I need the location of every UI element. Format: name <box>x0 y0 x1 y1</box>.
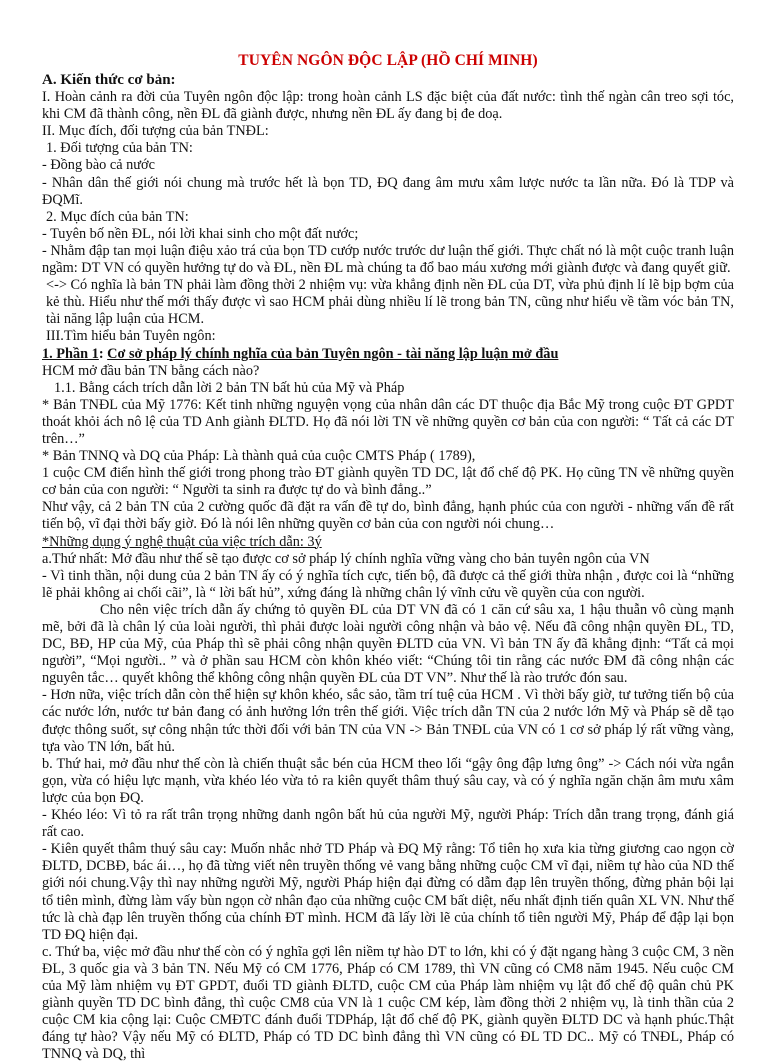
paragraph: * Bản TNĐL của Mỹ 1776: Kết tinh những nguyện vọng của nhân dân các DT thuộc địa Bắc Mỹ trong cuộc ĐT GPDT thoát khỏi ách nô lệ của TD Anh giành ĐLTD. Họ đã nói lời TN về những quyền cơ bản của con người: “ Tất cả các DT trên…” <box>42 396 734 447</box>
paragraph: b. Thứ hai, mở đầu như thế còn là chiến thuật sắc bén của HCM theo lối “gậy ông đập lưng ông” -> Cách nói vừa ngắn gọn, vừa có hiệu lực mạnh, vừa khéo léo vừa tỏ ra kiên quyết thâm thuý sâu cay, và có ý nghĩa ngăn chặn âm mưu xâm lược của bọn ĐQ. <box>42 755 734 806</box>
subheading: 2. Mục đích của bản TN: <box>46 208 189 225</box>
paragraph: Như vậy, cả 2 bản TN của 2 cường quốc đã đặt ra vấn đề tự do, bình đẳng, hạnh phúc của con người - những vấn đề rất tiến bộ, vĩ đại thời bấy giờ. Đó là nói lên những quyền cơ bản của con người nói chung… <box>42 499 734 533</box>
list-item: - Hơn nữa, việc trích dẫn còn thể hiện sự khôn khéo, sắc sảo, tầm trí tuệ của HCM . Vì thời bấy giờ, tư tưởng tiến bộ của các nước lớn, nước tư bản đang có ảnh hưởng lớn trên thế giới. Việc trích dẫn TN của 2 nước lớn Mỹ và Pháp sẽ dễ tạo được thông suốt, sự công nhận tức thời đối với bản TN của VN -> Bản TNĐL của VN có 1 cơ sở pháp lý rất vững vàng, tựa vào TN lớn, bất hủ. <box>42 687 734 755</box>
list-item: - Đồng bào cả nước <box>42 157 155 174</box>
paragraph: a.Thứ nhất: Mở đầu như thế sẽ tạo được cơ sở pháp lý chính nghĩa vững vàng cho bản tuyên ngôn của VN <box>42 550 650 567</box>
question: HCM mở đầu bản TN bằng cách nào? <box>42 362 260 379</box>
document-title: TUYÊN NGÔN ĐỘC LẬP (HỒ CHÍ MINH) <box>238 52 538 69</box>
subheading-underlined: *Những dụng ý nghệ thuật của việc trích dẫn: 3ý <box>42 533 322 550</box>
paragraph: * Bản TNNQ và DQ của Pháp: Là thành quả của cuộc CMTS Pháp ( 1789), <box>42 448 476 465</box>
part-number: 1. Phần 1 <box>42 345 99 362</box>
section-heading-ii: II. Mục đích, đối tượng của bản TNĐL: <box>42 123 269 140</box>
part-heading <box>42 346 734 363</box>
paragraph: <-> Có nghĩa là bản TN phải làm đồng thời 2 nhiệm vụ: vừa khẳng định nền ĐL của DT, vừa phủ định lí lẽ bịp bợm của kẻ thù. Hiểu như thế mới thấy được vì sao HCM phải dùng nhiều lí lẽ trong bản TN, cũng như hiểu về tầm vóc bản TN, tài năng lập luận của HCM. <box>46 277 734 328</box>
list-item: - Nhằm đập tan mọi luận điệu xảo trá của bọn TD cướp nước trước dư luận thế giới. Thực chất nó là một cuộc tranh luận ngầm: DT VN có quyền hưởng tự do và ĐL, nền ĐL mà chúng ta đổ bao máu xương mới giành được và đang quyết giữ. <box>42 242 734 277</box>
subheading: 1.1. Bằng cách trích dẫn lời 2 bản TN bất hủ của Mỹ và Pháp <box>54 379 405 396</box>
section-heading-iii: III.Tìm hiểu bản Tuyên ngôn: <box>46 328 216 345</box>
list-item: - Kiên quyết thâm thuý sâu cay: Muốn nhắc nhở TD Pháp và ĐQ Mỹ rằng: Tổ tiên họ xưa kia từng giương cao ngọn cờ ĐLTD, DCBĐ, bác ái…, họ đã từng viết nên truyền thống vẻ vang bằng những cuộc CM vĩ đại, niềm tự hào của ND thế giới nói chung.Vậy thì nay những người Mỹ, người Pháp hiện đại đừng có dẫm đạp lên truyền thống, đừng phản bội lại tổ tiên mình, đừng làm vấy bùn ngọn cờ nhân đạo của những cuộc CM bất diệt, nếu nhất định tiến quân XL VN. Như thế tức là chà đạp lên truyền thống của chính ĐT mình. HCM đã lấy lời lẽ của chính tổ tiên người Mỹ, Pháp để đập lại bọn TD ĐQ hiện đại. <box>42 841 734 943</box>
paragraph: c. Thứ ba, việc mở đầu như thế còn có ý nghĩa gợi lên niềm tự hào DT to lớn, khi có ý đặt ngang hàng 3 cuộc CM, 3 nền ĐL, 3 quốc gia và 3 bản TN. Nếu Mỹ có CM 1776, Pháp có CM 1789, thì VN cũng có CM8 năm 1945. Nếu cuộc CM của Mỹ làm nhiệm vụ ĐT GPDT, đuổi TD giành ĐLTD, cuộc CM của Pháp làm nhiệm vụ lật đổ chế độ quân chủ PK giành quyền TD DC bình đẳng, thì cuộc CM8 của VN là 1 cuộc CM kép, làm đồng thời 2 nhiệm vụ, là tinh thần của 2 cuộc CM kia cộng lại: Cuộc CMĐTC đánh đuổi TDPháp, lật đổ chế độ PK, giành quyền ĐLTD DC và hạnh phúc.Thật đáng tự hào? Vậy nếu Mỹ có ĐLTD, Pháp có TD DC bình đẳng thì VN cũng có ĐL TD DC.. Mỹ có TNĐL, Pháp có TNNQ và DQ, thì <box>42 943 734 1063</box>
list-item: - Nhân dân thế giới nói chung mà trước hết là bọn TD, ĐQ đang âm mưu xâm lược nước ta lần nữa. Đó là TDP và ĐQMĩ. <box>42 174 734 208</box>
document-body <box>42 72 734 1063</box>
subheading: 1. Đối tượng của bản TN: <box>46 140 193 157</box>
paragraph: I. Hoàn cảnh ra đời của Tuyên ngôn độc lập: trong hoàn cảnh LS đặc biệt của đất nước: tình thế ngàn cân treo sợi tóc, khi CM đã thành công, nền ĐL đã giành được, nhưng nền ĐL ấy đang bị đe doạ. <box>42 89 734 123</box>
part-title: Cơ sở pháp lý chính nghĩa của bản Tuyên ngôn - tài năng lập luận mở đầu <box>107 345 559 362</box>
paragraph: Cho nên việc trích dẫn ấy chứng tỏ quyền ĐL của DT VN đã có 1 căn cứ sâu xa, 1 hậu thuẫn vô cùng mạnh mẽ, bởi đã là chân lý của loài người, thì phải được loài người công nhận và bảo vệ. Nếu đã công nhận quyền ĐL, TD, DC, BĐ, HP của Mỹ, của Pháp thì sẽ phải công nhận quyền ĐLTD của VN. Vì bản TN ấy đã khẳng định: “Tất cả mọi người”, “Mọi người.. ” và ở phần sau HCM còn khôn khéo viết: “Chúng tôi tin rằng các nước ĐM đã công nhận các nguyên tắc… quyết không thể không công nhận quyền ĐL của DT VN”. Như thế là rào trước đón sau. <box>42 601 734 687</box>
paragraph: 1 cuộc CM điển hình thế giới trong phong trào ĐT giành quyền TD DC, lật đổ chế độ PK. Họ cũng TN về những quyền cơ bản của con người: “ Người ta sinh ra được tự do và bình đẳng..” <box>42 465 734 499</box>
list-item: - Vì tinh thần, nội dung của 2 bản TN ấy có ý nghĩa tích cực, tiến bộ, đã được cả thế giới thừa nhận , được coi là “những lẽ phải không ai chối cãi”, là “ lời bất hủ”, xứng đáng là những chân lý vĩnh cửu về quyền của con người. <box>42 567 734 601</box>
list-item: - Tuyên bố nền ĐL, nói lời khai sinh cho một đất nước; <box>42 225 359 242</box>
list-item: - Khéo léo: Vì tỏ ra rất trân trọng những danh ngôn bất hủ của người Mỹ, người Pháp: Trích dẫn trang trọng, đánh giá rất cao. <box>42 807 734 841</box>
part-separator: : <box>98 345 108 362</box>
section-heading-a: A. Kiến thức cơ bản: <box>42 72 176 88</box>
